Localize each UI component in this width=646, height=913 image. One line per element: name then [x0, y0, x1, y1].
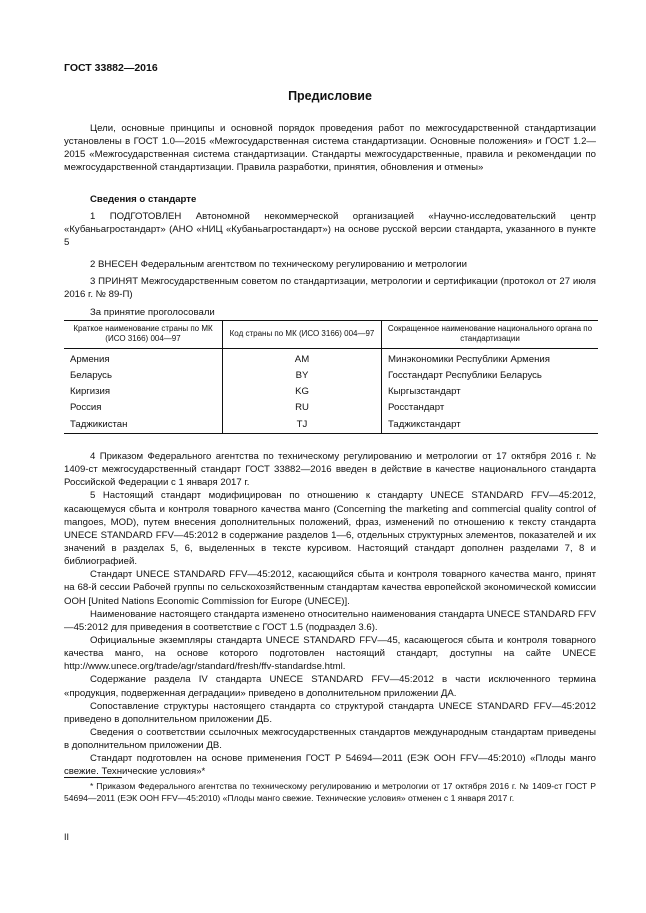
body-text	[64, 450, 596, 779]
cell-organization: Госстандарт Республики Беларусь	[382, 368, 599, 384]
cell-country: Россия	[70, 402, 102, 414]
cell-country: Таджикистан	[64, 416, 223, 434]
item-prepared-text: 1 ПОДГОТОВЛЕН Автономной некоммерческой организацией «Научно-исследовательский центр «Кубаньагростандарт» (АНО «НИЦ «Кубаньагростандарт») на основе русской версии стандарта, указанного в пункте 5	[64, 211, 596, 249]
paragraph-annex-dv: Сведения о соответствии ссылочных межгосударственных стандартов международным стандартам приведены в дополнительном приложении ДВ.	[64, 726, 596, 752]
states-table	[64, 320, 598, 434]
paragraph-annex-da: Содержание раздела IV стандарта UNECE STANDARD FFV—45:2012 в части исключенного термина «продукция, подверженная деградации» приведено в дополнительном приложении ДА.	[64, 674, 596, 699]
paragraph-based-on: Стандарт подготовлен на основе применения ГОСТ Р 54694—2011 (ЕЭК ООН FFV—45:2010) «Плоды манго свежие. Технические условия»*	[64, 753, 596, 778]
table-header-row	[64, 321, 598, 349]
item-adopted-text: 3 ПРИНЯТ Межгосударственным советом по стандартизации, метрологии и сертификации (протокол от 27 июля 2016 г. № 89-П)	[64, 276, 596, 301]
table-row	[64, 368, 598, 384]
item-introduced	[64, 258, 596, 271]
cell-code: AM	[223, 348, 382, 368]
cell-code: RU	[223, 400, 382, 416]
item-introduced-text: 2 ВНЕСЕН Федеральным агентством по техническому регулированию и метрологии	[90, 259, 468, 270]
paragraph-official-copies: Официальные экземпляры стандарта UNECE STANDARD FFV—45, касающегося сбыта и контроля товарного качества манго, на основе которого подготовлен настоящий стандарт, доступны на сайте UNECE http://www.unece.org/trade/agr/standard/fresh/ffv-standardse.html.	[64, 634, 596, 673]
header-country: Краткое наименование страны по МК (ИСО 3166) 004—97	[64, 321, 223, 349]
item-voted	[64, 306, 596, 319]
paragraph-order: 4 Приказом Федерального агентства по техническому регулированию и метрологии от 17 октября 2016 г. № 1409-ст межгосударственный стандарт ГОСТ 33882—2016 введен в действие в качестве национального стандарта Российской Федерации с 1 января 2017 г.	[64, 451, 596, 489]
table-row	[64, 384, 598, 400]
page-title: Предисловие	[288, 89, 372, 103]
cell-country: Киргизия	[70, 386, 111, 398]
paragraph-unece-standard: Стандарт UNECE STANDARD FFV—45:2012, касающийся сбыта и контроля товарного качества манго, принят на 68-й сессии Рабочей группы по сельскохозяйственным стандартам качества европейской экономической комиссии ООН [United Nations Economic Commission for Europe (UNECE)].	[64, 569, 596, 607]
table-row	[64, 400, 598, 416]
document-code: ГОСТ 33882—2016	[64, 62, 158, 74]
item-adopted	[64, 275, 596, 301]
header-organization: Сокращенное наименование национального органа по стандартизации	[382, 321, 599, 349]
paragraph-name-change: Наименование настоящего стандарта изменено относительно наименования стандарта UNECE STANDARD FFV—45:2012 для приведения в соответствие с ГОСТ 1.5 (подраздел 3.6).	[64, 608, 596, 633]
cell-code: KG	[223, 384, 382, 400]
intro-section	[64, 122, 596, 175]
table-row	[64, 348, 598, 368]
cell-code: TJ	[223, 416, 382, 434]
footnote: * Приказом Федерального агентства по техническому регулированию и метрологии от 17 октября 2016 г. № 1409-ст ГОСТ Р 54694—2011 (ЕЭК ООН FFV—45:2010) «Плоды манго свежие. Технические условия» отменен с 1 января 2017 г.	[64, 781, 596, 803]
cell-organization: Росстандарт	[382, 400, 599, 416]
cell-country: Армения	[70, 354, 110, 366]
info-heading: Сведения о стандарте	[90, 194, 197, 205]
cell-organization: Кыргызстандарт	[382, 384, 599, 400]
paragraph-modification: 5 Настоящий стандарт модифицирован по отношению к стандарту UNECE STANDARD FFV—45:2012, касающемуся сбыта и контроля товарного качества манго (Concerning the marketing and commercial quality control of mangoes, MOD), путем внесения дополнительных положений, фраз, изменений по отношению к тексту стандарта UNECE STANDARD FFV—45:2012 в содержание разделов 1—6, отдельных структурных элементов, показателей и их значений в разделах 5, 6, выделенных в тексте курсивом. Настоящий стандарт дополнен разделами 7, 8 и библиографией.	[64, 490, 596, 568]
footnote-divider	[64, 777, 122, 778]
cell-organization: Таджикстандарт	[382, 416, 599, 434]
item-prepared	[64, 210, 596, 249]
cell-code: BY	[223, 368, 382, 384]
item-voted-text: За принятие проголосовали	[90, 307, 215, 318]
intro-paragraph: Цели, основные принципы и основной порядок проведения работ по межгосударственной стандартизации установлены в ГОСТ 1.0—2015 «Межгосударственная система стандартизации. Основные положения» и ГОСТ 1.2—2015 «Межгосударственная система стандартизации. Стандарты межгосударственные, правила и рекомендации по межгосударственной стандартизации. Правила разработки, принятия, обновления и отмены»	[64, 123, 596, 174]
paragraph-annex-db: Сопоставление структуры настоящего стандарта со структурой стандарта UNECE STANDARD FFV—45:2012 приведено в дополнительном приложении ДБ.	[64, 700, 596, 725]
table-row	[64, 416, 598, 434]
cell-organization: Минэкономики Республики Армения	[382, 348, 599, 368]
header-code: Код страны по МК (ИСО 3166) 004—97	[223, 321, 382, 349]
page-number: II	[64, 832, 70, 842]
cell-country: Беларусь	[70, 370, 112, 382]
